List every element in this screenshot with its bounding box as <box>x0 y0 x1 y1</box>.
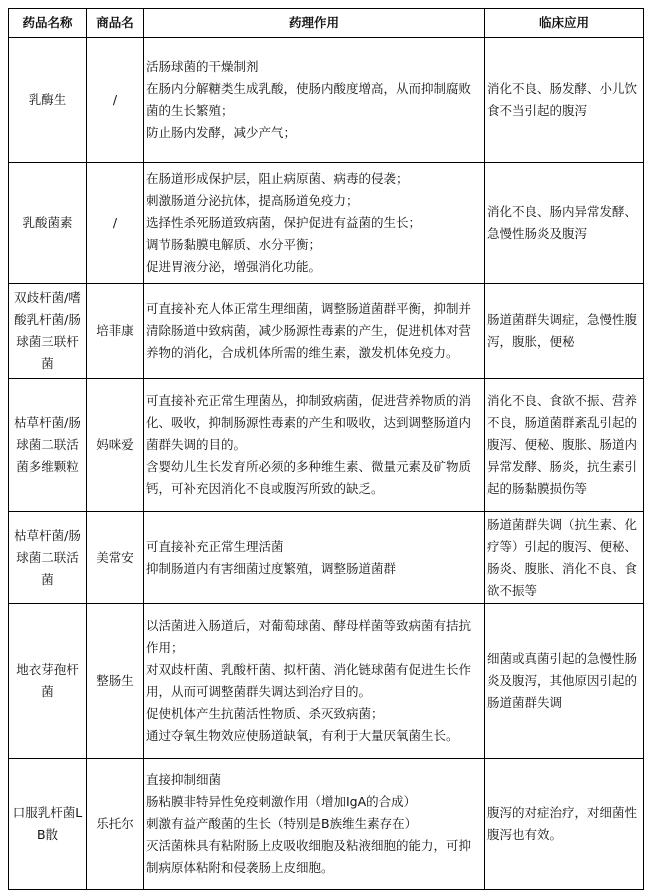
drug-name-cell: 枯草杆菌/肠球菌二联活菌多维颗粒 <box>9 379 87 512</box>
pharmacology-line: 在肠内分解糖类生成乳酸，使肠内酸度增高，从而抑制腐败菌的生长繁殖； <box>146 81 472 118</box>
trade-name-cell: 乐托尔 <box>87 759 144 890</box>
pharmacology-cell <box>144 284 485 379</box>
table-header-row <box>9 9 644 38</box>
clinical-use-cell: 肠道菌群失调症，急慢性腹泻，腹胀，便秘 <box>485 284 644 379</box>
pharmacology-line: 通过夺氧生物效应使肠道缺氧，有利于大量厌氧菌生长。 <box>146 728 459 743</box>
clinical-use-cell: 肠道菌群失调（抗生素、化疗等）引起的腹泻、便秘、肠炎、腹胀、消化不良、食欲不振等 <box>485 512 644 604</box>
clinical-use-cell: 腹泻的对症治疗，对细菌性腹泻也有效。 <box>485 759 644 890</box>
pharmacology-line: 防止肠内发酵，减少产气； <box>146 125 297 140</box>
probiotic-drug-table <box>8 8 644 890</box>
pharmacology-cell <box>144 604 485 759</box>
pharmacology-line: 刺激肠道分泌抗体，提高肠道免疫力； <box>146 193 359 208</box>
table-row <box>9 604 644 759</box>
trade-name-cell: / <box>87 38 144 163</box>
pharmacology-line: 促使机体产生抗菌活性物质、杀灭致病菌； <box>146 706 384 721</box>
drug-name-cell: 乳酸菌素 <box>9 163 87 284</box>
header-clinical-use: 临床应用 <box>485 9 644 38</box>
pharmacology-line: 促进胃液分泌，增强消化功能。 <box>146 259 322 274</box>
table-row <box>9 379 644 512</box>
table-row <box>9 38 644 163</box>
table-row <box>9 759 644 890</box>
clinical-use-cell: 消化不良、肠发酵、小儿饮食不当引起的腹泻 <box>485 38 644 163</box>
pharmacology-cell <box>144 38 485 163</box>
header-trade-name: 商品名 <box>87 9 144 38</box>
pharmacology-line: 活肠球菌的干燥制剂 <box>146 59 259 74</box>
pharmacology-line: 刺激有益产酸菌的生长（特别是B族维生素存在） <box>146 816 418 831</box>
clinical-use-cell: 细菌或真菌引起的急慢性肠炎及腹泻，其他原因引起的肠道菌群失调 <box>485 604 644 759</box>
table-row <box>9 512 644 604</box>
trade-name-cell: 培菲康 <box>87 284 144 379</box>
pharmacology-line: 对双歧杆菌、乳酸杆菌、拟杆菌、消化链球菌有促进生长作用，从而可调整菌群失调达到治疗目的。 <box>146 662 472 699</box>
drug-name-cell: 口服乳杆菌LB散 <box>9 759 87 890</box>
pharmacology-line: 抑制肠道内有害细菌过度繁殖，调整肠道菌群 <box>146 560 397 576</box>
table-row <box>9 163 644 284</box>
trade-name-cell: / <box>87 163 144 284</box>
pharmacology-line: 以活菌进入肠道后，对葡萄球菌、酵母样菌等致病菌有拮抗作用； <box>146 618 472 655</box>
pharmacology-line: 选择性杀死肠道致病菌，保护促进有益菌的生长； <box>146 215 422 230</box>
clinical-use-cell: 消化不良、食欲不振、营养不良，肠道菌群紊乱引起的腹泻、便秘、腹胀、肠道内异常发酵、肠炎，抗生素引起的肠黏膜损伤等 <box>485 379 644 512</box>
drug-name-cell: 枯草杆菌/肠球菌二联活菌 <box>9 512 87 604</box>
pharmacology-line: 在肠道形成保护层，阻止病原菌、病毒的侵袭； <box>146 171 409 186</box>
pharmacology-line: 可直接补充正常生理活菌 <box>146 538 284 554</box>
pharmacology-line: 直接抑制细菌 <box>146 772 222 787</box>
header-drug-name: 药品名称 <box>9 9 87 38</box>
clinical-use-cell: 消化不良、肠内异常发酵、急慢性肠炎及腹泻 <box>485 163 644 284</box>
pharmacology-cell <box>144 759 485 890</box>
drug-name-cell: 双歧杆菌/嗜酸乳杆菌/肠球菌三联杆菌 <box>9 284 87 379</box>
pharmacology-line: 可直接补充人体正常生理细菌，调整肠道菌群平衡，抑制并清除肠道中致病菌，减少肠源性毒素的产生，促进机体对营养物的消化，合成机体所需的维生素，激发机体免疫力。 <box>146 301 472 360</box>
header-pharmacology: 药理作用 <box>144 9 485 38</box>
pharmacology-line: 调节肠黏膜电解质、水分平衡； <box>146 237 322 252</box>
pharmacology-line: 可直接补充正常生理菌丛，抑制致病菌，促进营养物质的消化、吸收，抑制肠源性毒素的产生和吸收，达到调整肠道内菌群失调的目的。 <box>146 393 472 452</box>
trade-name-cell: 整肠生 <box>87 604 144 759</box>
drug-name-cell: 乳酶生 <box>9 38 87 163</box>
table-row <box>9 284 644 379</box>
trade-name-cell: 美常安 <box>87 512 144 604</box>
pharmacology-line: 灭活菌株具有粘附肠上皮吸收细胞及粘液细胞的能力，可抑制病原体粘附和侵袭肠上皮细胞。 <box>146 838 472 875</box>
trade-name-cell: 妈咪爱 <box>87 379 144 512</box>
pharmacology-cell <box>144 163 485 284</box>
pharmacology-cell <box>144 512 485 604</box>
pharmacology-line: 含婴幼儿生长发育所必须的多种维生素、微量元素及矿物质钙，可补充因消化不良或腹泻所致的缺乏。 <box>146 459 472 496</box>
drug-name-cell: 地衣芽孢杆菌 <box>9 604 87 759</box>
pharmacology-cell <box>144 379 485 512</box>
pharmacology-line: 肠粘膜非特异性免疫刺激作用（增加IgA的合成） <box>146 794 417 809</box>
